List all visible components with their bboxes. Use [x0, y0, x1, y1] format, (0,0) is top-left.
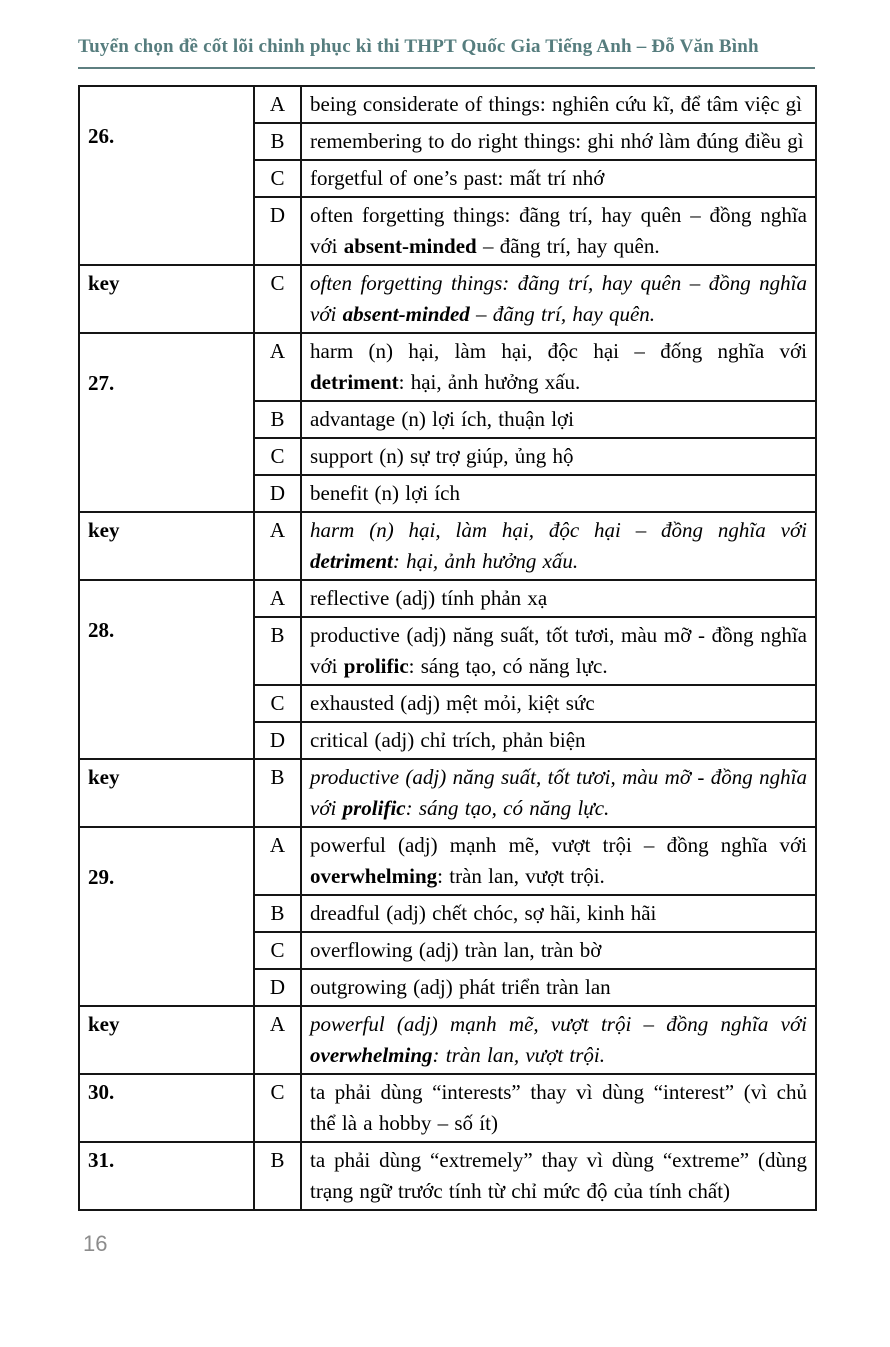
question-number: 30. — [79, 1074, 254, 1142]
question-number: 27. — [79, 333, 254, 512]
key-explanation — [301, 1006, 816, 1074]
emphasized-term: overwhelming — [310, 864, 438, 888]
text-segment: harm (n) hại, làm hại, độc hại – đồng nghĩa với — [310, 518, 807, 542]
emphasized-term: absent-minded — [342, 302, 470, 326]
answer-table-body — [79, 86, 816, 1210]
question-number: 28. — [79, 580, 254, 759]
emphasized-term: prolific — [342, 796, 406, 820]
text-segment: : tràn lan, vượt trội. — [437, 864, 605, 888]
option-text — [301, 932, 816, 969]
option-text — [301, 580, 816, 617]
text-segment: productive (adj) năng suất, tốt tươi, màu mỡ - đồng nghĩa với — [310, 623, 807, 678]
emphasized-term: overwhelming — [310, 1043, 433, 1067]
option-text — [301, 197, 816, 265]
text-segment: reflective (adj) tính phản xạ — [310, 586, 548, 610]
option-letter: C — [254, 685, 301, 722]
text-segment: ta phải dùng “interests” thay vì dùng “interest” (vì chủ thể là a hobby – số ít) — [310, 1080, 807, 1135]
option-letter: D — [254, 475, 301, 512]
key-row — [79, 512, 816, 580]
text-segment: ta phải dùng “extremely” thay vì dùng “extreme” (dùng trạng ngữ trước tính từ chỉ mức độ của tính chất) — [310, 1148, 807, 1203]
question-row — [79, 1074, 816, 1142]
text-segment: : hại, ảnh hưởng xấu. — [398, 370, 581, 394]
key-explanation — [301, 512, 816, 580]
option-letter: A — [254, 333, 301, 401]
option-letter: B — [254, 401, 301, 438]
question-number: 29. — [79, 827, 254, 1006]
text-segment: : sáng tạo, có năng lực. — [408, 654, 608, 678]
text-segment: dreadful (adj) chết chóc, sợ hãi, kinh hãi — [310, 901, 657, 925]
key-label: key — [79, 759, 254, 827]
text-segment: : hại, ảnh hưởng xấu. — [392, 549, 579, 573]
option-letter: D — [254, 197, 301, 265]
key-letter: A — [254, 1006, 301, 1074]
text-segment: – đãng trí, hay quên. — [476, 234, 660, 258]
option-text — [301, 333, 816, 401]
option-row — [79, 827, 816, 895]
option-row — [79, 86, 816, 123]
document-header — [78, 36, 815, 69]
answer-letter: C — [254, 1074, 301, 1142]
option-letter: B — [254, 123, 301, 160]
option-letter: A — [254, 86, 301, 123]
emphasized-term: absent-minded — [343, 234, 477, 258]
key-explanation — [301, 265, 816, 333]
option-text — [301, 401, 816, 438]
option-text — [301, 895, 816, 932]
option-text — [301, 827, 816, 895]
option-letter: A — [254, 580, 301, 617]
page-number: 16 — [83, 1231, 108, 1256]
option-text — [301, 722, 816, 759]
text-segment: forgetful of one’s past: mất trí nhớ — [310, 166, 605, 190]
option-text — [301, 969, 816, 1006]
option-text — [301, 160, 816, 197]
text-segment: exhausted (adj) mệt mỏi, kiệt sức — [310, 691, 595, 715]
text-segment: critical (adj) chỉ trích, phản biện — [310, 728, 586, 752]
emphasized-term: detriment — [310, 370, 399, 394]
emphasized-term: detriment — [310, 549, 393, 573]
text-segment: productive (adj) năng suất, tốt tươi, màu mỡ - đồng nghĩa với — [310, 765, 807, 820]
answer-explanation — [301, 1142, 816, 1210]
key-letter: B — [254, 759, 301, 827]
text-segment: advantage (n) lợi ích, thuận lợi — [310, 407, 574, 431]
option-letter: B — [254, 895, 301, 932]
option-text — [301, 617, 816, 685]
key-letter: A — [254, 512, 301, 580]
key-row — [79, 759, 816, 827]
answer-key-table — [78, 85, 817, 1211]
key-label: key — [79, 265, 254, 333]
text-segment: powerful (adj) mạnh mẽ, vượt trội – đồng nghĩa với — [310, 1012, 807, 1036]
option-letter: D — [254, 722, 301, 759]
key-label: key — [79, 1006, 254, 1074]
option-text — [301, 685, 816, 722]
text-segment: harm (n) hại, làm hại, độc hại – đống nghĩa với — [310, 339, 807, 363]
option-text — [301, 123, 816, 160]
key-explanation — [301, 759, 816, 827]
key-label: key — [79, 512, 254, 580]
question-row — [79, 1142, 816, 1210]
text-segment: benefit (n) lợi ích — [310, 481, 460, 505]
question-number: 31. — [79, 1142, 254, 1210]
option-letter: C — [254, 160, 301, 197]
answer-letter: B — [254, 1142, 301, 1210]
document-title: Tuyển chọn đề cốt lõi chinh phục kì thi THPT Quốc Gia Tiếng Anh – Đỗ Văn Bình — [78, 36, 759, 57]
option-letter: B — [254, 617, 301, 685]
key-row — [79, 265, 816, 333]
question-number: 26. — [79, 86, 254, 265]
option-letter: C — [254, 438, 301, 475]
option-text — [301, 475, 816, 512]
option-letter: D — [254, 969, 301, 1006]
option-row — [79, 580, 816, 617]
key-row — [79, 1006, 816, 1074]
option-letter: C — [254, 932, 301, 969]
text-segment: often forgetting things: đãng trí, hay quên – đồng nghĩa với — [310, 271, 807, 326]
text-segment: : tràn lan, vượt trội. — [432, 1043, 606, 1067]
text-segment: outgrowing (adj) phát triển tràn lan — [310, 975, 611, 999]
key-letter: C — [254, 265, 301, 333]
text-segment: : sáng tạo, có năng lực. — [405, 796, 610, 820]
text-segment: support (n) sự trợ giúp, ủng hộ — [310, 444, 574, 468]
option-row — [79, 333, 816, 401]
option-text — [301, 438, 816, 475]
text-segment: overflowing (adj) tràn lan, tràn bờ — [310, 938, 602, 962]
emphasized-term: prolific — [343, 654, 409, 678]
text-segment: being considerate of things: nghiên cứu kĩ, để tâm việc gì — [310, 92, 803, 116]
text-segment: powerful (adj) mạnh mẽ, vượt trội – đồng nghĩa với — [310, 833, 807, 857]
text-segment: often forgetting things: đãng trí, hay quên – đồng nghĩa với — [310, 203, 807, 258]
answer-explanation — [301, 1074, 816, 1142]
option-letter: A — [254, 827, 301, 895]
text-segment: remembering to do right things: ghi nhớ làm đúng điều gì — [310, 129, 804, 153]
text-segment: – đãng trí, hay quên. — [469, 302, 656, 326]
option-text — [301, 86, 816, 123]
